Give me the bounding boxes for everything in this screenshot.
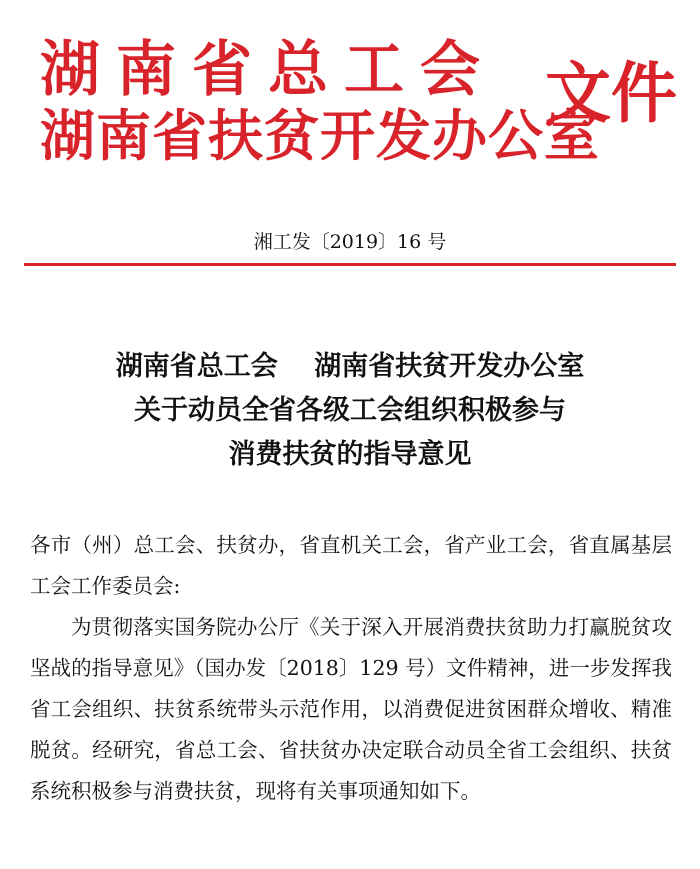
document-word: 文件 (545, 55, 677, 132)
title-line-3: 消费扶贫的指导意见 (228, 439, 472, 470)
red-divider (24, 263, 676, 266)
issuing-org-1: 湖南省总工会 (40, 35, 496, 105)
body-paragraph: 为贯彻落实国务院办公厅《关于深入开展消费扶贫助力打赢脱贫攻坚战的指导意见》（国办发〔2018〕129 号）文件精神，进一步发挥我省工会组织、扶贫系统带头示范作用，以消费促进贫困群众增收、精准脱贫。经研究，省总工会、省扶贫办决定联合动员全省工会组织、扶贫系统积极参与消费扶贫，现将有关事项通知如下。 (30, 615, 672, 803)
document-number: 湘工发〔2019〕16 号 (253, 231, 447, 253)
document-title (0, 345, 700, 477)
issuing-org-2: 湖南省扶贫开发办公室 (40, 104, 601, 168)
addressee: 各市（州）总工会、扶贫办，省直机关工会，省产业工会，省直属基层工会工作委员会: (30, 533, 672, 598)
document-body (30, 525, 672, 812)
document-header (0, 0, 700, 180)
title-line-1: 湖南省总工会 湖南省扶贫开发办公室 (115, 351, 585, 382)
title-line-2: 关于动员全省各级工会组织积极参与 (134, 395, 566, 426)
